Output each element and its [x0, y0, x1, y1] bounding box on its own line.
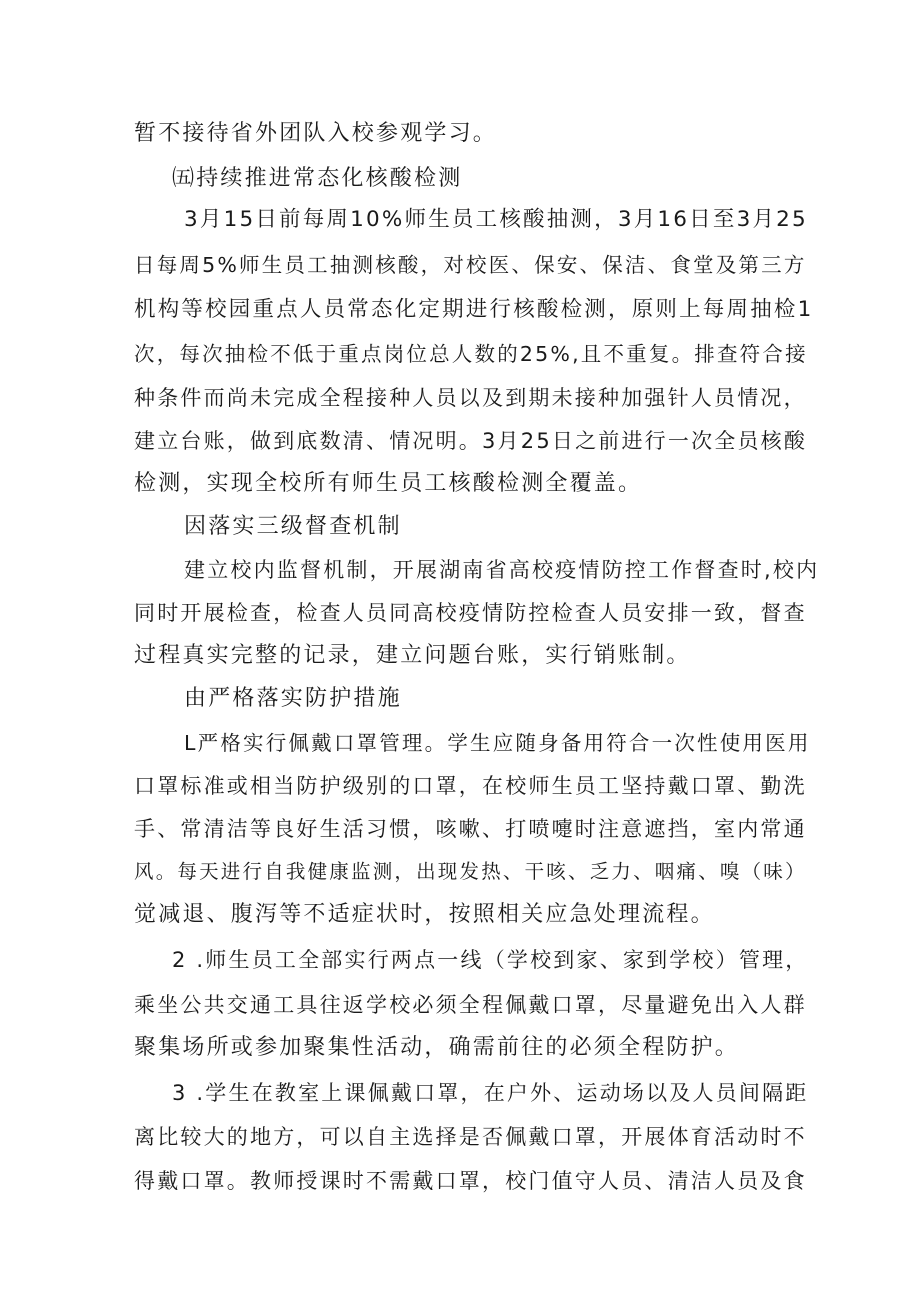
- body-text-line: 建立台账，做到底数清、情况明。3月25日之前进行一次全员核酸: [134, 429, 808, 453]
- section-heading: ㈤持续推进常态化核酸检测: [172, 166, 463, 191]
- body-text-line: 聚集场所或参加聚集性活动，确需前往的必须全程防护。: [134, 1035, 740, 1060]
- body-text-line: 建立校内监督机制，开展湖南省高校疫情防控工作督查时,校内: [184, 558, 820, 582]
- body-text-line: 风。每天进行自我健康监测，出现发热、干咳、乏力、咽痛、嗅（味）: [134, 860, 807, 883]
- body-text-line: 乘坐公共交通工具往返学校必须全程佩戴口罩，尽量避免出入人群: [134, 993, 807, 1017]
- body-text-line: 种条件而尚未完成全程接种人员以及到期未接种加强针人员情况，: [134, 386, 807, 410]
- body-text-line: 2 .师生员工全部实行两点一线（学校到家、家到学校）管理，: [172, 948, 809, 972]
- body-text-line: 口罩标准或相当防护级别的口罩，在校师生员工坚持戴口罩、勤洗: [134, 774, 807, 798]
- body-text-line: 手、常清洁等良好生活习惯，咳嗽、打喷嚏时注意遮挡，室内常通: [134, 817, 807, 841]
- body-text-line: 暂不接待省外团队入校参观学习。: [134, 121, 498, 146]
- body-text-line: 3月15日前每周10%师生员工核酸抽测，3月16日至3月25: [184, 207, 808, 232]
- body-text-line: 觉减退、腹泻等不适症状时，按照相关应急处理流程。: [134, 902, 715, 927]
- section-heading: 因落实三级督查机制: [184, 514, 402, 539]
- body-text-line: 次，每次抽检不低于重点岗位总人数的25%,且不重复。排查符合接: [134, 342, 808, 366]
- body-text-line: 检测，实现全校所有师生员工核酸检测全覆盖。: [134, 471, 643, 496]
- body-text-line: 日每周5%师生员工抽测核酸，对校医、保安、保洁、食堂及第三方: [134, 253, 807, 277]
- body-text-line: 同时开展检查，检查人员同高校疫情防控检查人员安排一致，督查: [134, 601, 807, 625]
- body-text-line: 离比较大的地方，可以自主选择是否佩戴口罩，开展体育活动时不: [134, 1125, 807, 1149]
- body-text-line: 3 .学生在教室上课佩戴口罩，在户外、运动场以及人员间隔距: [172, 1081, 809, 1105]
- body-text-line: L严格实行佩戴口罩管理。学生应随身备用符合一次性使用医用: [184, 731, 811, 755]
- section-heading: 由严格落实防护措施: [184, 686, 402, 711]
- body-text-line: 过程真实完整的记录，建立问题台账，实行销账制。: [134, 643, 691, 668]
- body-text-line: 机构等校园重点人员常态化定期进行核酸检测，原则上每周抽检1: [134, 297, 814, 322]
- body-text-line: 得戴口罩。教师授课时不需戴口罩，校门值守人员、清洁人员及食: [134, 1169, 807, 1193]
